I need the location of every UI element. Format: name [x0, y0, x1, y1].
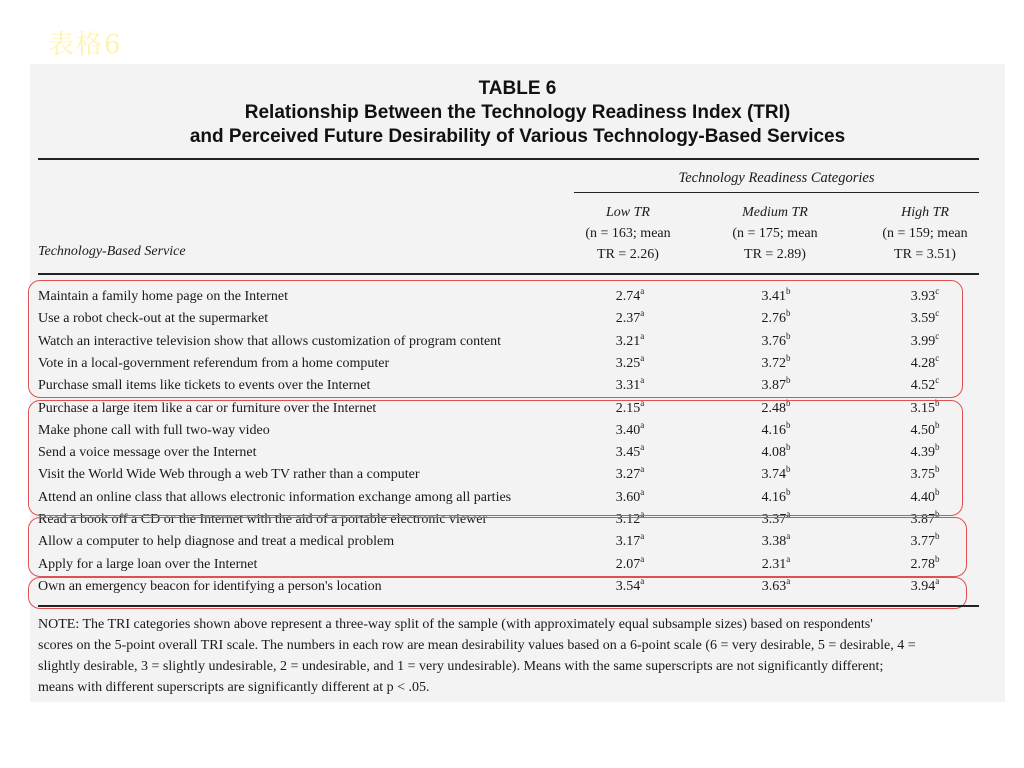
medium-tr-value-number: 2.31	[761, 556, 787, 572]
high-tr-value-number: 3.59	[910, 311, 936, 327]
note-line-3: slightly desirable, 3 = slightly undesirable, 2 = undesirable, and 1 = very undesirable). Means with the same superscripts are not significantly different;	[38, 659, 884, 674]
medium-tr-value-number: 3.37	[761, 512, 787, 527]
table-title-line-1: Relationship Between the Technology Readiness Index (TRI)	[244, 102, 791, 123]
low-tr-value-number: 3.12	[615, 512, 641, 527]
medium-tr-value-number: 3.63	[761, 578, 787, 594]
medium-tr-value-number: 3.76	[761, 333, 786, 349]
high-tr-value-superscript: b	[935, 397, 940, 408]
high-tr-value-number: 3.94	[910, 578, 936, 594]
header-rule	[38, 273, 979, 275]
high-tr-value-superscript: b	[935, 419, 940, 430]
low-tr-value-number: 3.54	[615, 578, 641, 594]
low-tr-value-number: 3.60	[615, 489, 641, 505]
service-name: Send a voice message over the Internet	[38, 445, 257, 461]
high-tr-value-superscript: b	[935, 553, 940, 564]
category-rule	[574, 192, 979, 193]
high-tr-value-number: 3.99	[910, 333, 936, 349]
slide-label: 表格6	[48, 30, 123, 60]
low-tr-value-number: 2.74	[615, 289, 641, 304]
low-tr-value-number: 3.40	[615, 422, 641, 438]
high-tr-value-number: 3.75	[910, 467, 935, 483]
high-tr-value-superscript: b	[935, 464, 940, 475]
medium-tr-value-superscript: b	[786, 442, 791, 453]
category-header: Technology Readiness Categories	[678, 170, 875, 186]
service-name: Vote in a local-government referendum from a home computer	[38, 355, 390, 371]
table-title-line-2: and Perceived Future Desirability of Various Technology-Based Services	[189, 126, 846, 147]
low-tr-value-superscript: a	[640, 464, 645, 475]
high-tr-value-superscript: b	[935, 486, 940, 497]
highlight-group-1	[28, 280, 963, 398]
column-header-medium-tr: Medium TR (n = 175; mean TR = 2.89)	[732, 205, 818, 262]
medium-tr-value-number: 3.38	[761, 534, 787, 550]
low-tr-value-superscript: a	[640, 308, 645, 319]
low-tr-value-number: 3.21	[615, 333, 641, 349]
note-line-4: means with different superscripts are significantly different at p < .05.	[38, 680, 430, 695]
medium-tr-value-number: 3.72	[761, 355, 786, 371]
service-name: Purchase small items like tickets to events over the Internet	[38, 378, 371, 394]
medium-tr-value-superscript: b	[786, 397, 791, 408]
medium-tr-value-superscript: b	[786, 308, 791, 319]
medium-tr-value-number: 3.74	[761, 467, 786, 483]
high-tr-value-superscript: b	[935, 531, 940, 542]
high-tr-value-number: 3.93	[910, 289, 936, 304]
high-tr-value-superscript: c	[935, 330, 940, 341]
low-tr-value-number: 3.31	[615, 378, 641, 394]
medium-tr-value-number: 3.87	[761, 378, 786, 394]
medium-tr-value-number: 4.16	[761, 422, 786, 438]
high-tr-value-number: 4.28	[910, 355, 936, 371]
service-name: Apply for a large loan over the Internet	[38, 556, 258, 572]
medium-tr-value-superscript: a	[786, 531, 791, 542]
medium-tr-value-superscript: b	[786, 419, 791, 430]
low-tr-value-number: 3.27	[615, 467, 641, 483]
medium-tr-value-superscript: a	[786, 509, 791, 519]
highlight-group-2	[28, 397, 963, 516]
low-tr-value-superscript: a	[640, 419, 645, 430]
note-line-1: NOTE: The TRI categories shown above represent a three-way split of the sample (with approximately equal subsample sizes) based on respondents'	[38, 617, 873, 632]
service-name: Maintain a family home page on the Internet	[38, 289, 288, 304]
low-tr-value-superscript: a	[640, 509, 645, 519]
highlight-group-3	[28, 517, 967, 577]
low-tr-value-superscript: a	[640, 486, 645, 497]
service-name: Use a robot check-out at the supermarket	[38, 311, 269, 327]
medium-tr-value-superscript: a	[786, 575, 791, 586]
low-tr-value-superscript: a	[640, 375, 645, 386]
high-tr-value-number: 4.52	[910, 378, 936, 394]
low-tr-value-superscript: a	[640, 397, 645, 408]
service-name: Purchase a large item like a car or furniture over the Internet	[38, 400, 377, 416]
table-scan	[30, 64, 1005, 702]
high-tr-value-superscript: c	[935, 286, 940, 296]
table-number: TABLE 6	[478, 78, 557, 99]
low-tr-value-number: 2.37	[615, 311, 641, 327]
high-tr-value-number: 4.40	[910, 489, 935, 505]
medium-tr-value-superscript: a	[786, 553, 791, 564]
high-tr-value-superscript: c	[935, 352, 940, 363]
low-tr-value-number: 3.25	[615, 355, 641, 371]
high-tr-value-number: 3.87	[910, 512, 935, 527]
medium-tr-value-number: 2.76	[761, 311, 786, 327]
service-name: Allow a computer to help diagnose and treat a medical problem	[38, 534, 395, 550]
service-name: Read a book off a CD or the Internet with the aid of a portable electronic viewer	[38, 512, 488, 527]
medium-tr-value-number: 4.16	[761, 489, 786, 505]
top-rule	[38, 158, 979, 160]
medium-tr-value-superscript: b	[786, 375, 791, 386]
low-tr-value-superscript: a	[640, 553, 645, 564]
high-tr-value-superscript: c	[935, 375, 940, 386]
medium-tr-value-number: 3.41	[761, 289, 786, 304]
high-tr-value-number: 3.15	[910, 400, 935, 416]
low-tr-value-superscript: a	[640, 531, 645, 542]
high-tr-value-superscript: c	[935, 308, 940, 319]
service-name: Attend an online class that allows electronic information exchange among all parties	[38, 489, 512, 505]
high-tr-value-superscript: a	[935, 575, 940, 586]
service-name: Watch an interactive television show that allows customization of program content	[38, 333, 502, 349]
column-header-low-tr: Low TR (n = 163; mean TR = 2.26)	[585, 205, 671, 262]
high-tr-value-number: 2.78	[910, 556, 935, 572]
low-tr-value-superscript: a	[640, 575, 645, 586]
service-column-header: Technology-Based Service	[38, 244, 186, 259]
medium-tr-value-superscript: b	[786, 330, 791, 341]
low-tr-value-superscript: a	[640, 442, 645, 453]
low-tr-value-superscript: a	[640, 286, 645, 296]
low-tr-value-superscript: a	[640, 330, 645, 341]
low-tr-value-number: 2.07	[615, 556, 641, 572]
table-note	[38, 614, 983, 698]
service-name: Make phone call with full two-way video	[38, 422, 270, 438]
medium-tr-value-superscript: b	[786, 464, 791, 475]
high-tr-value-number: 4.50	[910, 422, 935, 438]
column-header-high-tr: High TR (n = 159; mean TR = 3.51)	[882, 205, 968, 262]
low-tr-value-superscript: a	[640, 352, 645, 363]
medium-tr-value-superscript: b	[786, 286, 791, 296]
medium-tr-value-superscript: b	[786, 486, 791, 497]
medium-tr-value-number: 4.08	[761, 445, 786, 461]
service-name: Visit the World Wide Web through a web TV rather than a computer	[38, 467, 420, 483]
high-tr-value-superscript: b	[935, 509, 940, 519]
low-tr-value-number: 3.17	[615, 534, 641, 550]
note-line-2: scores on the 5-point overall TRI scale. The numbers in each row are mean desirability values based on a 6-point scale (6 = very desirable, 5 = desirable, 4 =	[38, 638, 916, 653]
high-tr-value-superscript: b	[935, 442, 940, 453]
low-tr-value-number: 3.45	[615, 445, 641, 461]
low-tr-value-number: 2.15	[615, 400, 641, 416]
service-name: Own an emergency beacon for identifying a person's location	[38, 578, 382, 594]
medium-tr-value-number: 2.48	[761, 400, 786, 416]
bottom-rule	[38, 605, 979, 607]
high-tr-value-number: 4.39	[910, 445, 935, 461]
high-tr-value-number: 3.77	[910, 534, 935, 550]
medium-tr-value-superscript: b	[786, 352, 791, 363]
